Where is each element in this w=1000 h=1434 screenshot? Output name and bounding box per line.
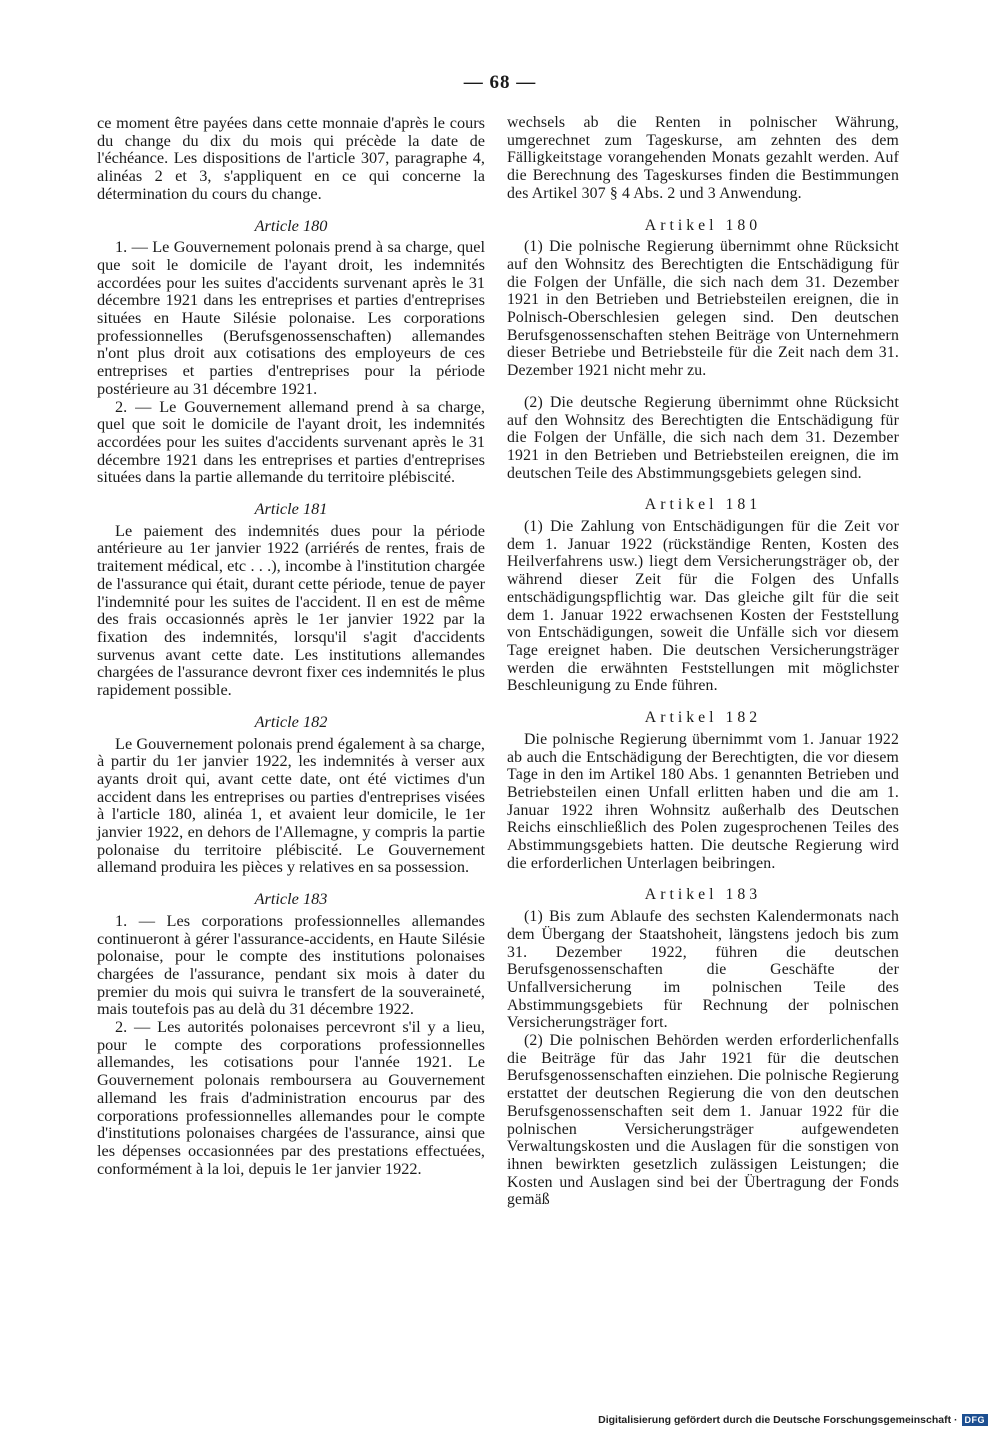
paragraph: 1. — Le Gouvernement polonais prend à sa charge, quel que soit le domicile de l'ayant droit, les indemnités accordées pour les suites d'accidents survenant après le 31 décembre 1921 dans les entreprises et parties d'entreprises situées en Haute Silésie polonaise. Les corporations professionnelles (Berufsgenossenschaften) allemandes n'ont plus droit aux cotisations des employeurs de ces entreprises et parties d'entreprises pour la période postérieure au 31 décembre 1921. [97, 237, 485, 398]
paragraph: (1) Die Zahlung von Entschädigungen für die Zeit vor dem 1. Januar 1922 (rückständige Renten, Kosten des Heilverfahrens usw.) liegt dem Versicherungsträger ob, der während dieser Zeit für die Folgen des Unfalls entschädigungspflichtig war. Das gleiche gilt für die seit dem 1. Januar 1922 erwachsenen Kosten der Feststellung von Entschädigungen, soweit die Unfälle sich vor diesem Tage ereignet haben. Die deutschen Versicherungsträger werden die erwähnten Feststellungen mit möglichster Beschleunigung zu Ende führen. [507, 518, 899, 695]
article-heading: Artikel 180 [644, 216, 762, 234]
dfg-logo-icon: DFG [962, 1414, 989, 1426]
article-heading: Artikel 183 [644, 886, 762, 904]
paragraph: (1) Bis zum Ablaufe des sechsten Kalendermonats nach dem Übergang der Staatshoheit, längstens jedoch bis zum 31. Dezember 1922, führen die deutschen Berufsgenossenschaften die Geschäfte der Unfallversicherung im polnischen Teile des Abstimmungsgebiets für Rechnung der polnischen Versicherungsträger fort. [507, 908, 899, 1032]
german-column [507, 114, 899, 1209]
article-heading: Article 182 [254, 711, 328, 731]
footer [598, 1414, 988, 1426]
paragraph: 2. — Les autorités polonaises percevront s'il y a lieu, pour le compte des corporations professionnelles allemandes, les cotisations pour l'année 1921. Le Gouvernement polonais remboursera au Gouvernement allemand les frais d'administration encourus par des corporations professionnelles allemandes pour le compte d'institutions polonaises chargées de l'assurance, ainsi que les dépenses occasionnées par des prestations effectuées, conformément à la loi, depuis le 1er janvier 1922. [97, 1017, 485, 1178]
footer-text: Digitalisierung gefördert durch die Deutsche Forschungsgemeinschaft · [598, 1414, 958, 1426]
paragraph: Le paiement des indemnités dues pour la période antérieure au 1er janvier 1922 (arriérés de rentes, frais de traitement médical, etc . . .), incombe à l'institution chargée de l'assurance qui était, durant cette période, tenue de payer l'indemnité pour les suites de l'accident. Il en est de même des frais occasionnés après le 1er janvier 1922 par la fixation des indemnités, lorsqu'il s'agit d'accidents survenus avant cette date. Les institutions allemandes chargées de l'assurance devront fixer ces indemnités le plus rapidement possible. [97, 520, 485, 700]
page-number: — 68 — [463, 72, 537, 93]
paragraph: ce moment être payées dans cette monnaie d'après le cours du change du dix du mois qui précède la date de l'échéance. Les dispositions de l'article 307, paragraphe 4, alinéas 2 et 3, s'appliquent en ce qui concerne la détermination du cours du change. [97, 113, 485, 203]
paragraph-gap [507, 380, 899, 394]
paragraph: (1) Die polnische Regierung übernimmt ohne Rücksicht auf den Wohnsitz des Berechtigten die Entschädigung für die Folgen der Unfälle, die sich nach dem 31. Dezember 1921 in den Betrieben und Betriebsteilen ereignen, die in Polnisch-Oberschlesien gelegen sind. Den deutschen Berufsgenossenschaften stehen Beiträge von Unternehmern dieser Betriebe und Betriebsteile für die Zeit nach dem 31. Dezember 1921 nicht mehr zu. [507, 238, 899, 380]
article-heading: Article 183 [254, 889, 328, 909]
paragraph: wechsels ab die Renten in polnischer Währung, umgerechnet zum Tageskurse, am zehnten des dem Fälligkeitstage vorangehenden Monats gezahlt werden. Auf die Berechnung des Tageskurses finden die Bestimmungen des Artikel 307 § 4 Abs. 2 und 3 Anwendung. [507, 114, 899, 202]
paragraph: (2) Die deutsche Regierung übernimmt ohne Rücksicht auf den Wohnsitz des Berechtigten die Entschädigung für die Folgen der Unfälle, die sich nach dem 31. Dezember 1921 in den Betrieben und Betriebsteilen ereignen, die im deutschen Teile des Abstimmungsgebiets gelegen sind. [507, 393, 899, 482]
paragraph: 2. — Le Gouvernement allemand prend à sa charge, quel que soit le domicile de l'ayant droit, les indemnités accordées pour les suites d'accidents survenant après le 31 décembre 1921 dans les entreprises et parties d'entreprises situées dans la partie allemande du territoire plébiscité. [97, 396, 485, 487]
article-heading: Artikel 182 [644, 709, 762, 727]
article-heading: Article 180 [254, 215, 328, 235]
french-column [97, 114, 485, 1177]
paragraph: Die polnische Regierung übernimmt vom 1. Januar 1922 ab auch die Entschädigung der Berechtigten, die vor diesem Tage in den im Artikel 180 Abs. 1 genannten Betrieben und Betriebsteilen einen Unfall erlitten haben und die am 1. Januar 1922 ihren Wohnsitz außerhalb des Deutschen Reichs einschließlich des Polen zugesprochenen Teiles des Abstimmungsgebiets hatten. Die deutsche Regierung wird die erforderlichen Unterlagen beibringen. [507, 730, 899, 872]
paragraph: 1. — Les corporations professionnelles allemandes continueront à gérer l'assurance-accidents, en Haute Silésie polonaise, pour le compte des institutions polonaises chargées de l'assurance, pendant six mois à dater du premier du mois qui suivra le transfert de la souveraineté, mais toutefois pas au delà du 31 décembre 1922. [97, 910, 485, 1019]
article-heading: Article 181 [254, 499, 328, 519]
article-heading: Artikel 181 [644, 496, 762, 514]
paragraph: Le Gouvernement polonais prend également à sa charge, à partir du 1er janvier 1922, les indemnités à verser aux ayants droit qui, avant cette date, ont été victimes d'un accident dans les entreprises ou parties d'entreprises visées à l'article 180, alinéa 1, et avaient leur domicile, le 1er janvier 1922, en dehors de l'Allemagne, y compris la partie polonaise du territoire plébiscité. Le Gouvernement allemand produira les pièces y relatives en sa possession. [97, 733, 485, 877]
paragraph: (2) Die polnischen Behörden werden erforderlichenfalls die Beiträge für das Jahr 1921 für die deutschen Berufsgenossenschaften einziehen. Die polnische Regierung erstattet der deutschen Regierung die von den deutschen Berufsgenossenschaften seit dem 1. Januar 1922 für die polnischen Versicherungsträger aufgewendeten Verwaltungskosten und die Auslagen für die sonstigen von ihnen bewirkten gesetzlich zulässigen Leistungen; die Kosten und Auslagen sind bei der Übertragung der Fonds gemäß [507, 1032, 899, 1209]
